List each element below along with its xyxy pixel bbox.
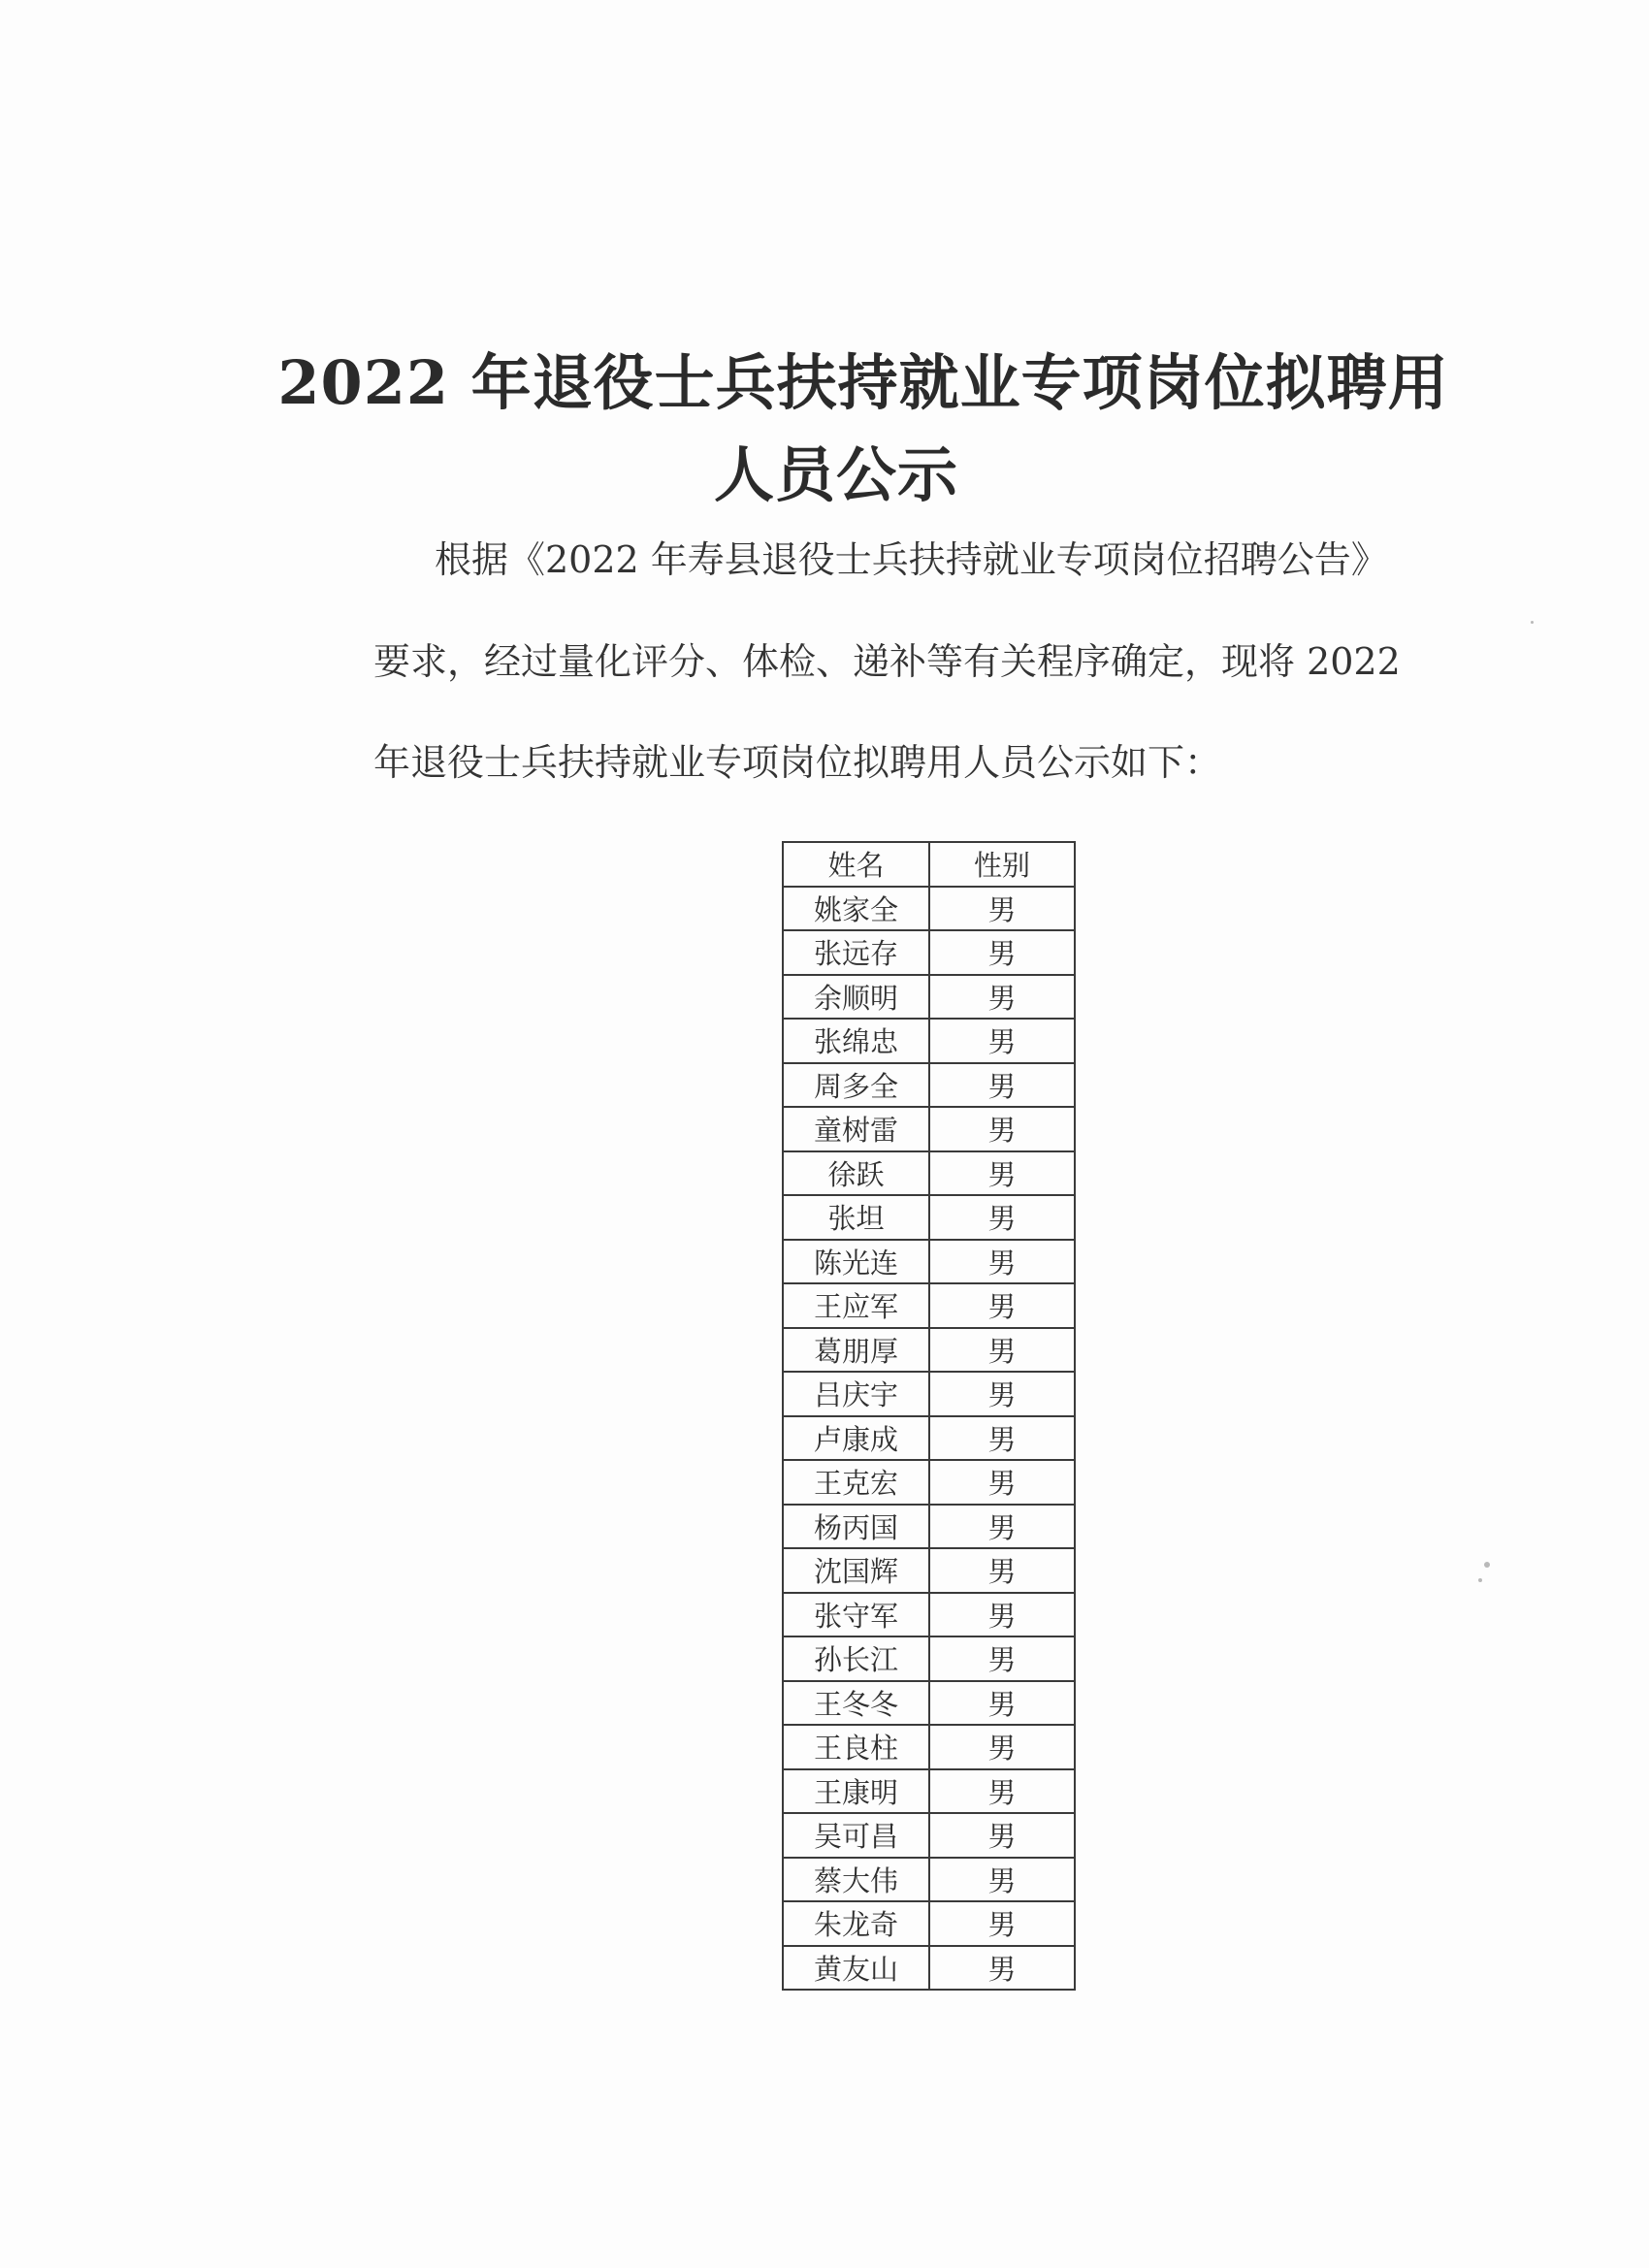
- gender-cell: 男: [929, 1283, 1075, 1328]
- name-cell: 黄友山: [783, 1946, 929, 1991]
- name-cell: 卢康成: [783, 1416, 929, 1461]
- table-row: [783, 1505, 1075, 1549]
- table-row: [783, 1901, 1075, 1946]
- gender-cell: 男: [929, 1107, 1075, 1151]
- scan-speck: [1531, 621, 1534, 624]
- table-header-row: [783, 842, 1075, 887]
- paragraph-line-1: 根据《2022 年寿县退役士兵扶持就业专项岗位招聘公告》: [435, 538, 1388, 581]
- name-cell: 张坦: [783, 1195, 929, 1240]
- paragraph-line-2: 要求，经过量化评分、体检、递补等有关程序确定，现将 2022: [373, 640, 1401, 683]
- column-header-gender: 性别: [929, 842, 1075, 887]
- table-row: [783, 930, 1075, 975]
- name-cell: 周多全: [783, 1063, 929, 1108]
- table-row: [783, 1858, 1075, 1902]
- name-cell: 徐跃: [783, 1151, 929, 1196]
- paragraph-line-3: 年退役士兵扶持就业专项岗位拟聘用人员公示如下：: [373, 741, 1222, 784]
- name-cell: 吴可昌: [783, 1813, 929, 1858]
- table-row: [783, 1548, 1075, 1593]
- table-row: [783, 1151, 1075, 1196]
- name-cell: 王良柱: [783, 1725, 929, 1769]
- gender-cell: 男: [929, 1725, 1075, 1769]
- gender-cell: 男: [929, 1019, 1075, 1063]
- table-row: [783, 1769, 1075, 1814]
- table-row: [783, 1283, 1075, 1328]
- scan-speck: [1484, 1562, 1490, 1568]
- table-row: [783, 1636, 1075, 1681]
- gender-cell: 男: [929, 1063, 1075, 1108]
- gender-cell: 男: [929, 930, 1075, 975]
- table-row: [783, 1063, 1075, 1108]
- gender-cell: 男: [929, 1240, 1075, 1284]
- name-cell: 蔡大伟: [783, 1858, 929, 1902]
- table-row: [783, 1416, 1075, 1461]
- table-row: [783, 1372, 1075, 1416]
- gender-cell: 男: [929, 1901, 1075, 1946]
- gender-cell: 男: [929, 1681, 1075, 1726]
- gender-cell: 男: [929, 1946, 1075, 1991]
- table-row: [783, 1460, 1075, 1505]
- gender-cell: 男: [929, 1416, 1075, 1461]
- table-row: [783, 1725, 1075, 1769]
- name-cell: 王克宏: [783, 1460, 929, 1505]
- table-row: [783, 887, 1075, 931]
- table-row: [783, 1107, 1075, 1151]
- table-row: [783, 1946, 1075, 1991]
- name-cell: 沈国辉: [783, 1548, 929, 1593]
- name-cell: 葛朋厚: [783, 1328, 929, 1373]
- name-cell: 陈光连: [783, 1240, 929, 1284]
- table-row: [783, 975, 1075, 1020]
- gender-cell: 男: [929, 1505, 1075, 1549]
- name-cell: 朱龙奇: [783, 1901, 929, 1946]
- table-row: [783, 1328, 1075, 1373]
- personnel-table-body: [783, 887, 1075, 1991]
- gender-cell: 男: [929, 1636, 1075, 1681]
- name-cell: 吕庆宇: [783, 1372, 929, 1416]
- table-row: [783, 1681, 1075, 1726]
- name-cell: 王冬冬: [783, 1681, 929, 1726]
- name-cell: 姚家全: [783, 887, 929, 931]
- table-row: [783, 1019, 1075, 1063]
- gender-cell: 男: [929, 1460, 1075, 1505]
- document-title-line-1: 2022 年退役士兵扶持就业专项岗位拟聘用: [277, 347, 1449, 418]
- gender-cell: 男: [929, 975, 1075, 1020]
- gender-cell: 男: [929, 1858, 1075, 1902]
- name-cell: 张远存: [783, 930, 929, 975]
- table-row: [783, 1240, 1075, 1284]
- gender-cell: 男: [929, 1548, 1075, 1593]
- name-cell: 王应军: [783, 1283, 929, 1328]
- name-cell: 王康明: [783, 1769, 929, 1814]
- name-cell: 张守军: [783, 1593, 929, 1637]
- table-row: [783, 1195, 1075, 1240]
- table-row: [783, 1593, 1075, 1637]
- column-header-name: 姓名: [783, 842, 929, 887]
- gender-cell: 男: [929, 1372, 1075, 1416]
- gender-cell: 男: [929, 1593, 1075, 1637]
- scan-speck: [1478, 1578, 1482, 1582]
- table-row: [783, 1813, 1075, 1858]
- gender-cell: 男: [929, 1813, 1075, 1858]
- name-cell: 杨丙国: [783, 1505, 929, 1549]
- gender-cell: 男: [929, 1769, 1075, 1814]
- name-cell: 童树雷: [783, 1107, 929, 1151]
- gender-cell: 男: [929, 1195, 1075, 1240]
- document-title-line-2: 人员公示: [713, 439, 958, 510]
- gender-cell: 男: [929, 1328, 1075, 1373]
- name-cell: 孙长江: [783, 1636, 929, 1681]
- gender-cell: 男: [929, 1151, 1075, 1196]
- gender-cell: 男: [929, 887, 1075, 931]
- personnel-table: [782, 841, 1076, 1991]
- name-cell: 张绵忠: [783, 1019, 929, 1063]
- name-cell: 余顺明: [783, 975, 929, 1020]
